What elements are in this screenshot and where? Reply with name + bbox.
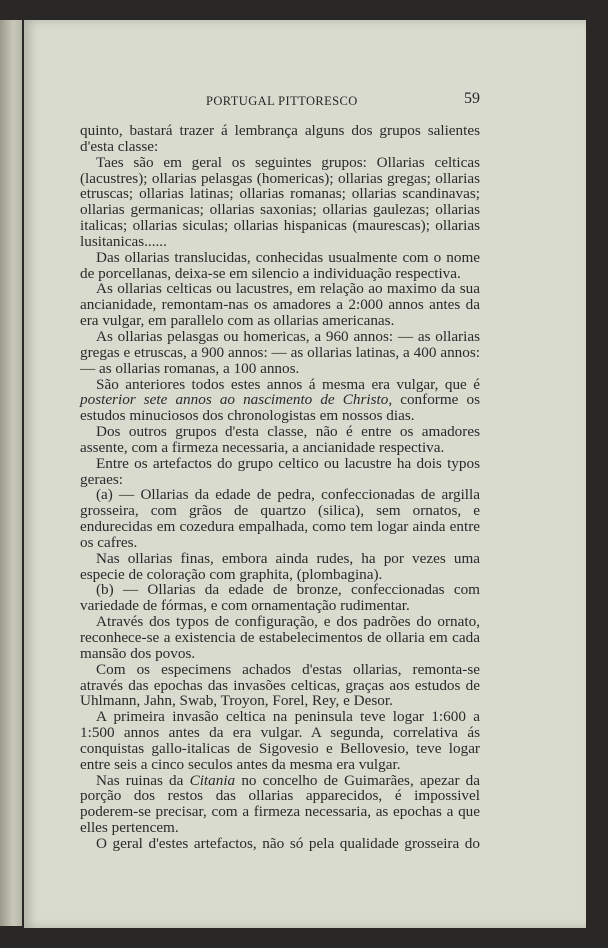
running-head bbox=[78, 92, 480, 112]
italic-phrase: posterior sete annos ao nascimento de Christo, bbox=[80, 391, 393, 409]
paragraph: Entre os artefactos do grupo celtico ou lacustre ha dois typos geraes: bbox=[80, 454, 480, 488]
paragraph: Através dos typos de configuração, e dos padrões do ornato, reconhece-se a existencia de estabelecimentos de ollaria em cada mansão dos povos. bbox=[80, 613, 480, 662]
paragraph: As ollarias pelasgas ou homericas, a 960 annos: — as ollarias gregas e etruscas, a 900 annos: — as ollarias latinas, a 400 annos: — as ollarias romanas, a 100 annos. bbox=[80, 327, 480, 377]
running-title: PORTUGAL PITTORESCO bbox=[206, 94, 358, 108]
previous-page-edge bbox=[0, 20, 22, 926]
paragraph: Taes são em geral os seguintes grupos: Ollarias celticas (lacustres); ollarias pelasgas (homericas); ollarias gregas; ollarias etruscas; ollarias latinas; ollarias romanas; ollarias scandinavas; ollarias germanicas; ollarias saxonias; ollarias gaulezas; ollarias italicas; ollarias siculas; ollarias hispanicas (maurescas); ollarias lusitanicas...... bbox=[80, 153, 480, 250]
paragraph: (a) — Ollarias da edade de pedra, confeccionadas de argilla grosseira, com grãos de quartzo (silica), sem ornatos, e endurecidas em cozedura empalhada, como tem logar ainda entre os cafres. bbox=[80, 486, 480, 551]
paragraph: Dos outros grupos d'esta classe, não é entre os amadores assente, com a firmeza necessaria, a ancianidade respectiva. bbox=[80, 423, 480, 456]
paragraph: O geral d'estes artefactos, não só pela qualidade grosseira do bbox=[96, 834, 480, 852]
paragraph-text: São anteriores todos estes annos á mesma era vulgar, que é bbox=[96, 375, 480, 393]
paragraph-text: Nas ruinas da bbox=[96, 771, 184, 789]
italic-place-name: Citania bbox=[189, 771, 236, 789]
paragraph-text: no concelho de Guimarães, apezar da porção dos restos das ollarias apparecidos, é impossivel poderem-se precisar, com a firmeza necessaria, as epochas a que elles pertencem. bbox=[80, 771, 481, 837]
paragraph: (b) — Ollarias da edade de bronze, confeccionadas com variedade de fórmas, e com ornamentação rudimentar. bbox=[80, 581, 480, 615]
paragraph bbox=[80, 377, 480, 425]
paragraph: A primeira invasão celtica na peninsula teve logar 1:600 a 1:500 annos antes da era vulgar. A segunda, correlativa ás conquistas gallo-italicas de Sigovesio e Bellovesio, teve logar entre seis a cinco seculos antes da mesma era vulgar. bbox=[80, 708, 480, 773]
page-number: 59 bbox=[464, 90, 480, 107]
paragraph: Nas ollarias finas, embora ainda rudes, ha por vezes uma especie de coloração com graphita, (plombagina). bbox=[80, 549, 480, 583]
body-text bbox=[80, 123, 480, 852]
paragraph: Com os especimens achados d'estas ollarias, remonta-se através das epochas das invasões celticas, graças aos estudos de Uhlmann, Jahn, Swab, Troyon, Forel, Rey, e Desor. bbox=[80, 660, 480, 710]
paragraph: quinto, bastará trazer á lembrança alguns dos grupos salientes d'esta classe: bbox=[80, 122, 480, 155]
paragraph bbox=[80, 773, 480, 836]
paragraph-text: conforme os estudos minuciosos dos chronologistas em nossos dias. bbox=[80, 391, 480, 425]
paragraph: As ollarias celticas ou lacustres, em relação ao maximo da sua ancianidade, remontam-nas os amadores a 2:000 annos antes da era vulgar, em parallelo com as ollarias americanas. bbox=[80, 280, 480, 330]
paragraph: Das ollarias translucidas, conhecidas usualmente com o nome de porcellanas, deixa-se em silencio a individuação respectiva. bbox=[80, 248, 480, 282]
